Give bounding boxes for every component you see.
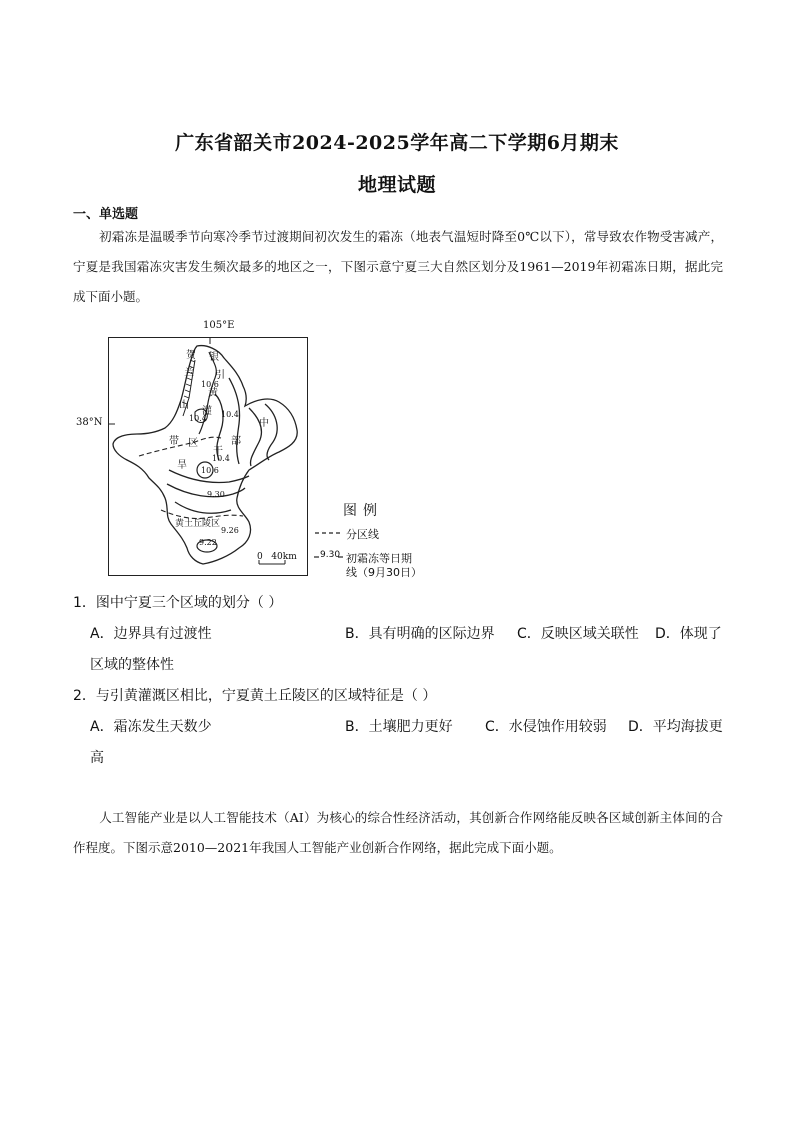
iso-label: 10.4 (189, 414, 207, 423)
legend-iso-sample: 9.30 (320, 550, 341, 560)
map-char: 部 (231, 436, 241, 447)
legend-title: 图例 (343, 503, 383, 519)
question-1-option-d[interactable]: D．体现了 (655, 626, 722, 642)
question-2-option-d-continued: 高 (90, 750, 104, 766)
question-2-option-d[interactable]: D．平均海拔更 (628, 719, 723, 735)
legend-boundary-label: 分区线 (346, 528, 379, 541)
iso-label: 10.4 (212, 454, 230, 463)
iso-label: 10.4 (221, 410, 239, 419)
exam-title: 广东省韶关市2024-2025学年高二下学期6月期末 (175, 132, 619, 154)
map-char: 中 (259, 418, 269, 429)
map-char: 灌 (202, 406, 212, 417)
question-1-option-b[interactable]: B．具有明确的区际边界 (345, 626, 495, 642)
iso-label: 10.6 (201, 466, 219, 475)
question-1-option-a[interactable]: A．边界具有过渡性 (90, 626, 212, 642)
passage-2-text: 人工智能产业是以人工智能技术（AI）为核心的综合性经济活动，其创新合作网络能反映各区域创新主体间的合作程度。下图示意2010—2021年我国人工智能产业创新合作网络，据此完成下面小题。 (73, 810, 723, 855)
passage-1-text: 初霜冻是温暖季节向寒冷季节过渡期间初次发生的霜冻（地表气温短时降至0℃以下），常导致农作物受害减产，宁夏是我国霜冻灾害发生频次最多的地区之一，下图示意宁夏三大自然区划分及1961—2019年初霜冻日期，据此完成下面小题。 (73, 229, 723, 304)
map-char: 兰 (184, 368, 194, 379)
section-heading: 一、单选题 (73, 207, 139, 222)
question-1-stem: 1．图中宁夏三个区域的划分（ ） (73, 595, 283, 611)
map-char: 引 (215, 370, 225, 381)
passage-2 (73, 803, 723, 863)
question-2-stem: 2．与引黄灌溉区相比，宁夏黄土丘陵区的区域特征是（ ） (73, 688, 437, 704)
legend-dash-sample (313, 528, 343, 538)
map-char: 黄 (208, 388, 218, 399)
map-char: 贺 (186, 350, 196, 361)
iso-label: 9.22 (199, 538, 217, 547)
map-char: 带 (169, 436, 179, 447)
map-char: 银 (209, 352, 219, 363)
question-2-option-b[interactable]: B．土壤肥力更好 (345, 719, 453, 735)
legend-iso-label-1: 初霜冻等日期 (346, 552, 412, 565)
iso-label: 9.30 (207, 490, 225, 499)
map-char: 区 (188, 438, 198, 449)
map-char: 干 (213, 446, 223, 457)
iso-label: 10.6 (201, 380, 219, 389)
question-2-option-a[interactable]: A．霜冻发生天数少 (90, 719, 212, 735)
map-longitude-label: 105°E (203, 320, 235, 331)
map-char: 旱 (177, 460, 187, 471)
question-1-option-d-continued: 区域的整体性 (90, 657, 174, 673)
legend-iso-label-2: 线（9月30日） (346, 566, 422, 579)
exam-subtitle: 地理试题 (357, 174, 436, 196)
iso-label: 9.26 (221, 526, 239, 535)
ningxia-map (108, 337, 308, 576)
map-scale: 0 40km (257, 552, 297, 562)
map-loess-label: 黄土丘陵区 (175, 519, 221, 529)
question-2-option-c[interactable]: C．水侵蚀作用较弱 (485, 719, 607, 735)
map-char: 山 (179, 400, 189, 411)
question-1-option-c[interactable]: C．反映区域关联性 (517, 626, 639, 642)
province-outline (113, 346, 297, 564)
map-latitude-label: 38°N (76, 417, 103, 428)
passage-1 (73, 222, 723, 312)
